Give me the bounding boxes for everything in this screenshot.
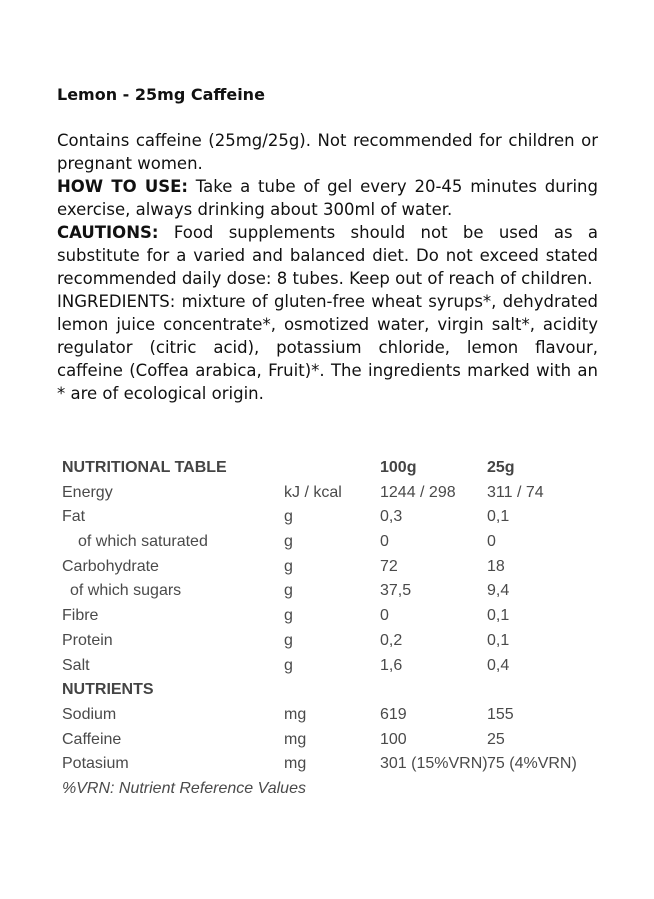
- nutrients-header-row: [62, 678, 622, 703]
- table-header-row: [62, 456, 622, 481]
- nutrient-name: of which saturated: [78, 533, 208, 551]
- table-row: [62, 555, 622, 580]
- vrn-footnote: %VRN: Nutrient Reference Values: [62, 779, 306, 797]
- table-row: [62, 604, 622, 629]
- product-description: [57, 129, 598, 405]
- value-100g: 0,3: [380, 508, 403, 526]
- table-row: [62, 505, 622, 530]
- nutrient-unit: g: [284, 607, 293, 625]
- nutrient-unit: g: [284, 631, 293, 649]
- how-to-use: [57, 175, 598, 221]
- nutrient-name: Salt: [62, 656, 90, 674]
- table-row: [62, 654, 622, 679]
- value-25g: 18: [487, 557, 505, 575]
- value-25g: 311 / 74: [487, 483, 544, 501]
- cautions: [57, 221, 598, 290]
- value-100g: 301 (15%VRN): [380, 755, 488, 773]
- table-row: [62, 703, 622, 728]
- table-row: [62, 728, 622, 753]
- cautions-label: CAUTIONS:: [57, 223, 159, 242]
- nutrient-name: Caffeine: [62, 730, 122, 748]
- product-title: Lemon - 25mg Caffeine: [57, 85, 265, 104]
- nutrient-unit: g: [284, 582, 293, 600]
- caffeine-warning: Contains caffeine (25mg/25g). Not recommended for children or pregnant women.: [57, 131, 598, 173]
- ingredients: INGREDIENTS: mixture of gluten-free wheat syrups*, dehydrated lemon juice concentrate*, osmotized water, virgin salt*, acidity regulator (citric acid), potassium chloride, lemon flavour, caffeine (Coffea arabica, Fruit)*. The ingredients marked with an * are of ecological origin.: [57, 292, 598, 403]
- nutrient-name: Energy: [62, 483, 113, 501]
- value-25g: 75 (4%VRN): [487, 755, 577, 773]
- value-100g: 1244 / 298: [380, 483, 456, 501]
- nutrient-name: Protein: [62, 631, 113, 649]
- how-to-use-label: HOW TO USE:: [57, 177, 189, 196]
- nutrient-name: of which sugars: [70, 582, 182, 600]
- value-100g: 0: [380, 607, 389, 625]
- table-header-100g: 100g: [380, 459, 417, 476]
- table-header-25g: 25g: [487, 459, 515, 476]
- nutrient-name: Carbohydrate: [62, 557, 159, 575]
- nutrient-unit: mg: [284, 705, 307, 723]
- value-100g: 0,2: [380, 631, 403, 649]
- table-header-title: NUTRITIONAL TABLE: [62, 459, 227, 476]
- table-row: [62, 752, 622, 777]
- table-row: [62, 579, 622, 604]
- nutrient-unit: g: [284, 508, 293, 526]
- value-100g: 37,5: [380, 582, 412, 600]
- value-100g: 619: [380, 705, 407, 723]
- value-25g: 0: [487, 533, 496, 551]
- how-to-use-text: Take a tube of gel every 20-45 minutes during exercise, always drinking about 300ml of water.: [57, 177, 598, 219]
- nutritional-table: [62, 456, 622, 802]
- value-25g: 0,1: [487, 508, 510, 526]
- value-25g: 0,1: [487, 631, 510, 649]
- table-row: [62, 629, 622, 654]
- nutrient-unit: g: [284, 533, 293, 551]
- nutrient-unit: g: [284, 557, 293, 575]
- value-25g: 155: [487, 705, 514, 723]
- value-100g: 72: [380, 557, 398, 575]
- value-25g: 0,4: [487, 656, 510, 674]
- value-25g: 25: [487, 730, 505, 748]
- nutrient-unit: g: [284, 656, 293, 674]
- value-100g: 0: [380, 533, 389, 551]
- value-25g: 0,1: [487, 607, 510, 625]
- nutrient-name: Fat: [62, 508, 86, 526]
- nutrient-unit: kJ / kcal: [284, 483, 342, 501]
- value-25g: 9,4: [487, 582, 510, 600]
- nutrient-unit: mg: [284, 755, 307, 773]
- value-100g: 1,6: [380, 656, 403, 674]
- nutrient-name: Potasium: [62, 755, 129, 773]
- table-row: [62, 481, 622, 506]
- nutrient-unit: mg: [284, 730, 307, 748]
- value-100g: 100: [380, 730, 407, 748]
- nutrient-name: Fibre: [62, 607, 99, 625]
- nutrients-header: NUTRIENTS: [62, 681, 154, 699]
- cautions-text: Food supplements should not be used as a substitute for a varied and balanced diet. Do not exceed stated recommended daily dose: 8 tubes. Keep out of reach of children.: [57, 223, 598, 288]
- table-row: [62, 530, 622, 555]
- nutrient-name: Sodium: [62, 705, 117, 723]
